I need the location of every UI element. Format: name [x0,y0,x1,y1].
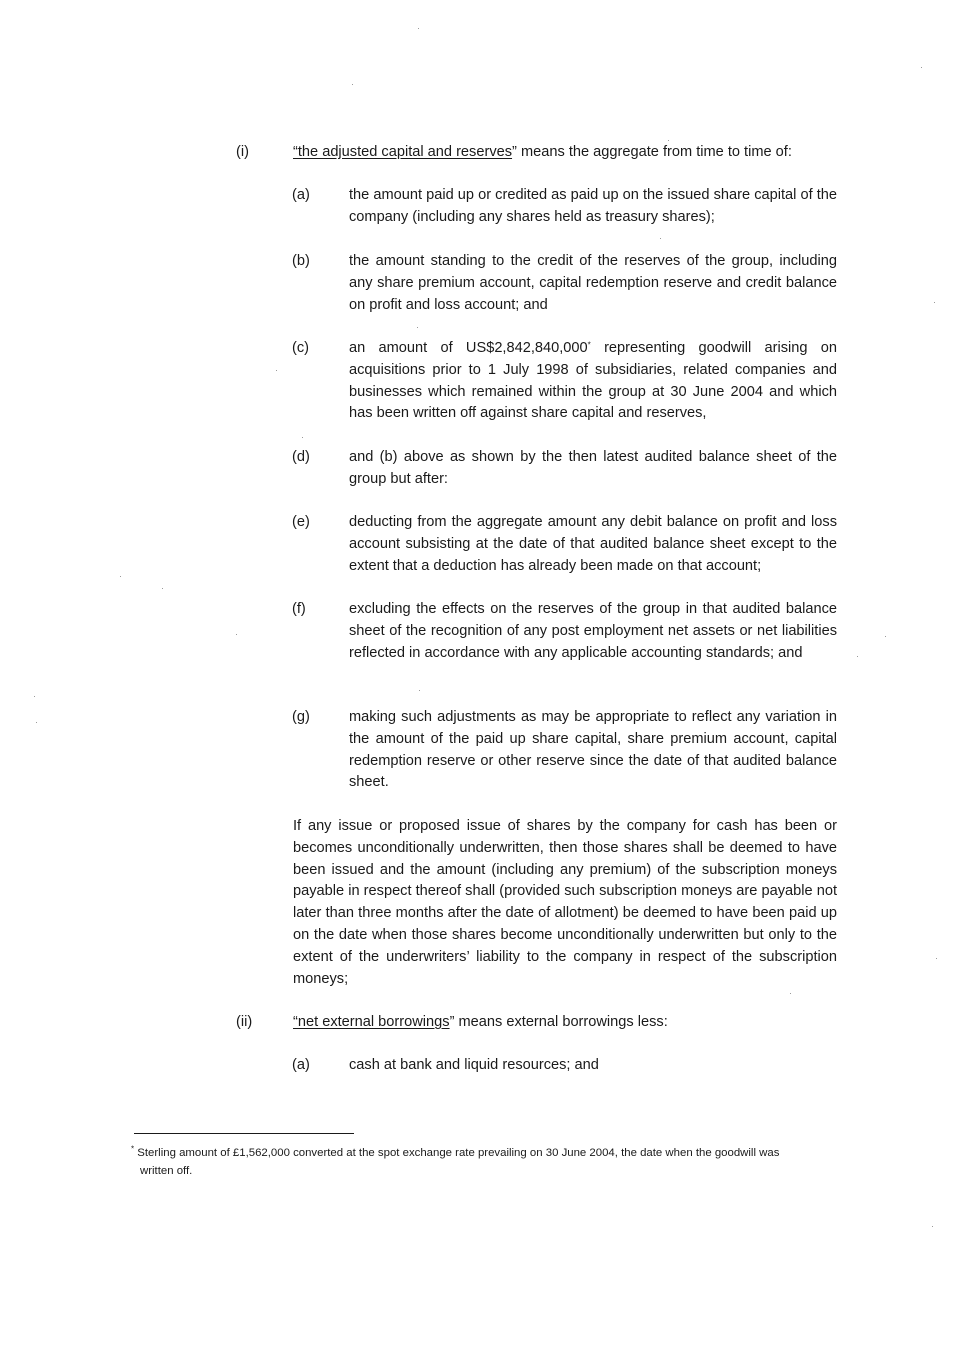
scan-speck [419,690,420,691]
item-f-text: excluding the effects on the reserves of the group in that audited balance sheet of the recognition of any post employment net assets or net liabilities reflected in accordance with any applicable accounting standards; and [349,601,837,661]
scan-speck [34,696,35,697]
item-f-label: (f) [292,601,306,617]
item-c-text-before: an amount of US$2,842,840,000 [349,340,588,356]
scan-speck [857,656,858,657]
scan-speck [302,437,303,438]
definition-i-marker: (i) [236,144,249,160]
item-g-text: making such adjustments as may be appropriate to reflect any variation in the amount of the paid up share capital, share premium account, capital redemption reserve or other reserve since the date of that audited balance sheet. [349,709,837,791]
definition-ii-item-a-text: cash at bank and liquid resources; and [349,1057,599,1073]
item-c-text-after: representing goodwill arising on acquisitions prior to 1 July 1998 of subsidiaries, related companies and businesses which remained within the group at 30 June 2004 and which has been written off against share capital and reserves, [349,340,837,422]
scan-speck [417,327,418,328]
footnote-reference-mark: * [587,340,591,350]
scan-speck [352,84,353,85]
item-b-text: the amount standing to the credit of the reserves of the group, including any share premium account, capital redemption reserve and credit balance on profit and loss account; and [349,253,837,313]
scan-speck [418,28,419,29]
scan-speck [276,370,277,371]
scan-speck [921,67,922,68]
scan-speck [36,722,37,723]
item-c-label: (c) [292,340,310,356]
scan-speck [932,1226,933,1227]
definition-i-heading [293,142,838,164]
item-a-text: the amount paid up or credited as paid up on the issued share capital of the company (including any shares held as treasury shares); [349,187,837,225]
footnote-line-1-text: Sterling amount of £1,562,000 converted at the spot exchange rate prevailing on 30 June 2004, the date when the goodwill was [134,1147,780,1159]
item-e-label: (e) [292,514,310,530]
scan-speck [668,140,669,141]
item-b-label: (b) [292,253,310,269]
definition-ii-intro: means external borrowings less: [454,1014,668,1030]
scan-speck [885,636,886,637]
footnote-mark: * [131,1144,135,1154]
item-c-text [349,338,837,425]
definition-i-term-close: ” [512,144,517,160]
scan-speck [934,302,935,303]
item-d-text: and (b) above as shown by the then latest audited balance sheet of the group but after: [349,449,837,487]
scan-speck [236,634,237,635]
item-g-label: (g) [292,709,310,725]
footnote-separator [134,1133,354,1134]
definition-ii-heading [293,1012,838,1034]
item-d-label: (d) [292,449,310,465]
definition-ii-term: “net external borrowings [293,1014,450,1030]
footnote-line-2: written off. [140,1165,193,1177]
definition-ii-term-close: ” [449,1014,455,1030]
scan-speck [936,958,937,959]
definition-ii-item-a-label: (a) [292,1057,310,1073]
item-e-text: deducting from the aggregate amount any debit balance on profit and loss account subsisting at the date of that audited balance sheet except to the extent that a deduction has already been made on that account; [349,514,837,574]
definition-i-intro: means the aggregate from time to time of: [516,144,792,160]
footnote-line-1 [131,1144,841,1162]
scan-speck [660,238,661,239]
item-a-label: (a) [292,187,310,203]
scan-speck [162,588,163,589]
scan-speck [120,576,121,577]
scan-speck [790,993,791,994]
definition-ii-marker: (ii) [236,1014,253,1030]
footnote [131,1144,841,1180]
underwriting-paragraph: If any issue or proposed issue of shares by the company for cash has been or becomes unconditionally underwritten, then those shares shall be deemed to have been issued and the amount (including any premium) of the subscription moneys payable in respect thereof shall (provided such subscription moneys are payable not later than three months after the date of allotment) be deemed to have been paid up on the date when those shares become unconditionally underwritten but only to the extent of the underwriters’ liability to the company in respect of the subscription moneys; [293,818,837,987]
definition-i-term: “the adjusted capital and reserves [293,144,513,160]
